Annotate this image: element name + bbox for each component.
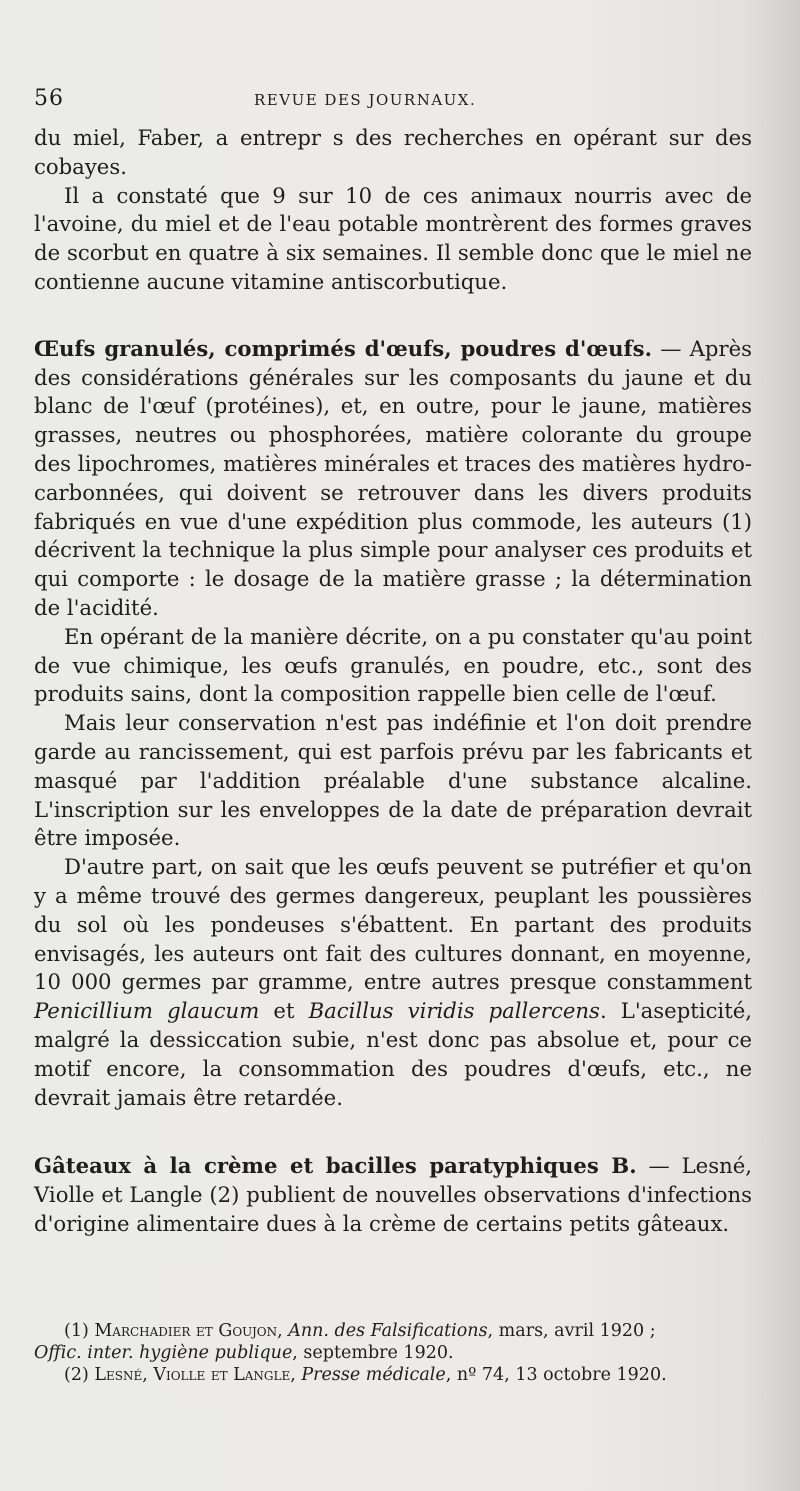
- footnote-1: [34, 1320, 752, 1342]
- germs-text-a: D'autre part, on sait que les œufs peuvent se putréfier et qu'on y a même trouvé des germes dangereux, peuplant les poussières du sol où les pondeuses s'ébattent. En partant des produits envisagés, les auteurs ont fait des cultures donnant, en moyenne, 10 000 germes par gramme, entre autres presque constamment: [34, 854, 752, 995]
- paragraph-continuation: du miel, Faber, a entrepr s des recherches en opérant sur des cobayes.: [34, 125, 752, 179]
- page-header: [34, 86, 752, 116]
- footnote-2-number: (2): [64, 1365, 95, 1385]
- paragraph-conservation: Mais leur conservation n'est pas indéfinie et l'on doit prendre garde au rancissement, qui est parfois prévu par les fabricants et masqué par l'addition préalable d'une substance alcaline. L'inscription sur les enveloppes de la date de préparation devrait être imposée.: [34, 710, 752, 851]
- running-title: REVUE DES JOURNAUX.: [254, 91, 477, 109]
- paragraph-germs: [34, 853, 752, 1112]
- footnote-1-date: , mars, avril 1920 ;: [487, 1321, 656, 1341]
- section-cakes-text: — Lesné, Violle et Langle (2) publient de nouvelles observations d'infections d'origine alimentaire dues à la crème de certains petits gâteaux.: [34, 1153, 752, 1236]
- section-heading-eggs: Œufs granulés, comprimés d'œufs, poudres d'œufs.: [34, 335, 652, 361]
- germs-text-c: . L'asepticité, malgré la dessiccation subie, n'est donc pas absolue et, pour ce motif encore, la consommation des poudres d'œufs, etc., ne devrait jamais être retardée.: [34, 998, 753, 1110]
- species-name-2: Bacillus viridis pallercens: [308, 998, 600, 1024]
- footnote-1-journal-2: Offic. inter. hygiène publique: [34, 1343, 293, 1363]
- footnote-1-journal: Ann. des Falsifications: [288, 1321, 488, 1341]
- paragraph-scurvy: Il a constaté que 9 sur 10 de ces animaux nourris avec de l'avoine, du miel et de l'eau potable montrèrent des formes graves de scorbut en quatre à six semaines. Il semble donc que le miel ne contienne aucune vitamine antiscorbutique.: [34, 182, 752, 294]
- footnote-1-continuation: [34, 1342, 752, 1364]
- footnote-2-authors: Lesné, Violle et Langle: [94, 1365, 291, 1385]
- footnote-1-sep: ,: [277, 1321, 289, 1341]
- footnote-2-sep: ,: [290, 1365, 302, 1385]
- page-number: 56: [34, 86, 64, 111]
- section-gap: [34, 297, 752, 335]
- footnote-1-number: (1): [64, 1321, 95, 1341]
- section-eggs-intro: — Après des considérations générales sur les composants du jaune et du blanc de l'œuf (protéines), et, en outre, pour le jaune, matières grasses, neutres ou phosphorées, matière colorante du groupe des lipochromes, matières minérales et traces des matières hydro-carbonnées, qui doivent se retrouver dans les divers produits fabriqués en vue d'une expédition plus commode, les auteurs (1) décrivent la technique la plus simple pour analyser ces produits et qui comporte : le dosage de la matière grasse ; la détermination de l'acidité.: [34, 335, 753, 620]
- footnote-1-authors: Marchadier et Goujon: [94, 1321, 278, 1341]
- section-heading-cakes: Gâteaux à la crème et bacilles paratyphiques B.: [34, 1153, 637, 1179]
- footnote-2: [34, 1364, 752, 1386]
- footnote-1-date-2: , septembre 1920.: [292, 1343, 454, 1363]
- article-body: [34, 124, 752, 1239]
- germs-text-b: et: [259, 998, 309, 1024]
- footnote-2-date: , nº 74, 13 octobre 1920.: [445, 1365, 667, 1385]
- footnote-2-journal: Presse médicale: [301, 1365, 446, 1385]
- section-cakes: [34, 1152, 752, 1238]
- section-eggs: [34, 335, 752, 623]
- species-name-1: Penicillium glaucum: [34, 998, 260, 1024]
- paragraph-chemistry: En opérant de la manière décrite, on a pu constater qu'au point de vue chimique, les œufs granulés, en poudre, etc., sont des produits sains, dont la composition rappelle bien celle de l'œuf.: [34, 623, 752, 707]
- footnotes: [34, 1320, 752, 1386]
- section-gap: [34, 1112, 752, 1152]
